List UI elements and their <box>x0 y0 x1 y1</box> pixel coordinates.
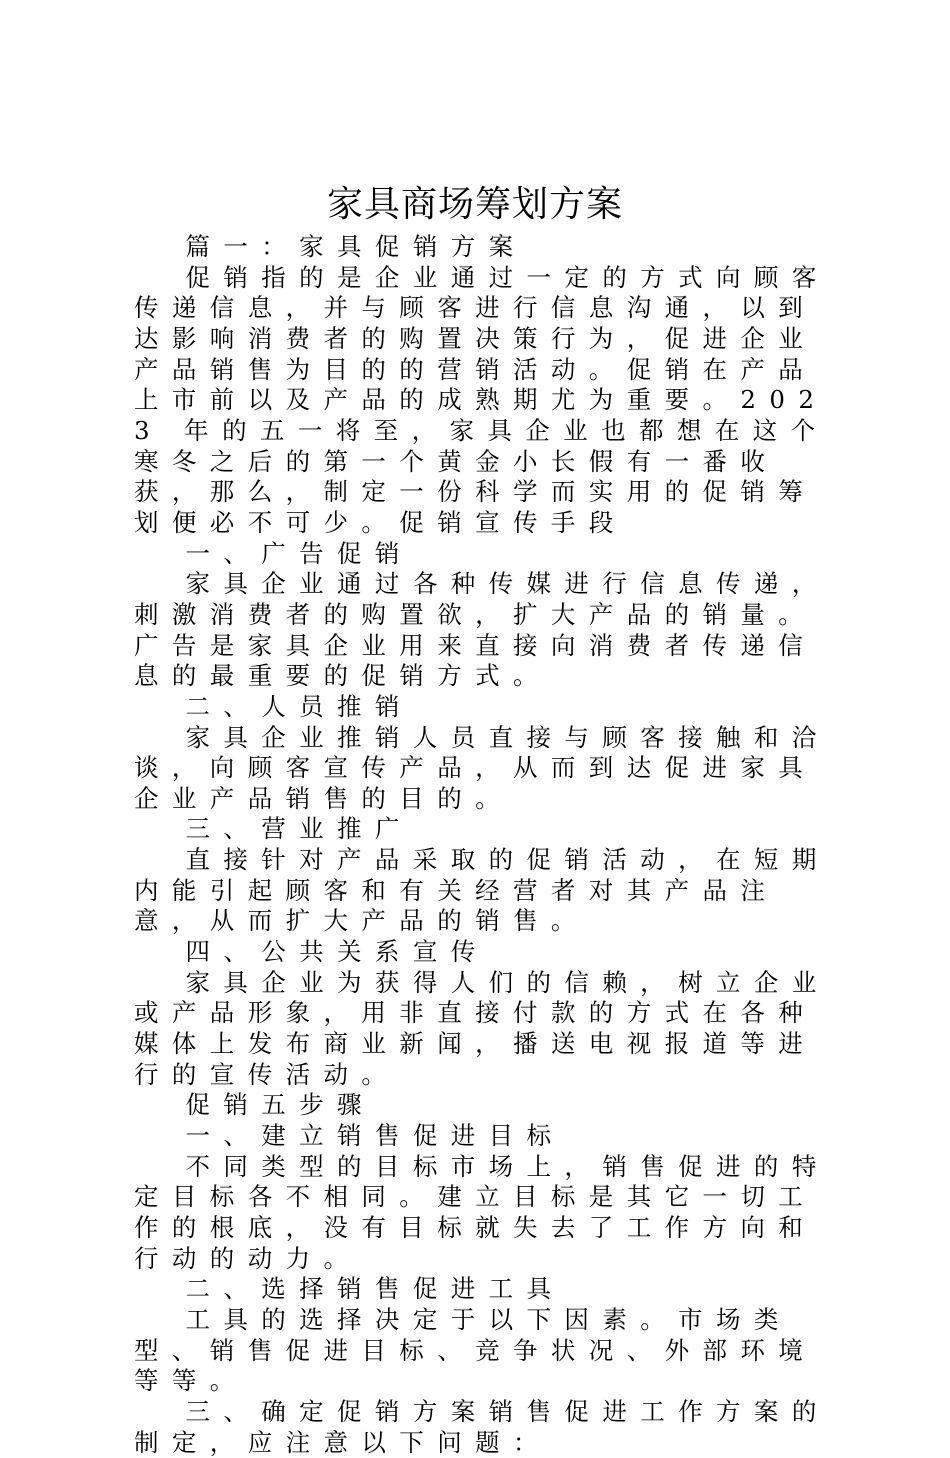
section-heading: 篇一：家具促销方案 <box>185 232 527 261</box>
document-title: 家具商场筹划方案 <box>326 184 623 225</box>
paragraph: 直接针对产品采取的促销活动，在短期内能引起顾客和有关经营者对其产品注意，从而扩大产品的销售。 <box>134 845 830 936</box>
paragraph: 工具的选择决定于以下因素。市场类型、销售促进目标、竞争状况、外部环境等等。 <box>134 1304 817 1396</box>
document-body <box>134 232 834 1458</box>
section-heading: 二、选择销售促进工具 <box>185 1274 565 1304</box>
section-heading: 一、广告促销 <box>185 538 413 568</box>
section-heading: 二、人员推销 <box>185 691 413 721</box>
paragraph: 促销指的是企业通过一定的方式向顾客传递信息，并与顾客进行信息沟通，以到达影响消费者的购置决策行为，促进企业产品销售为目的的营销活动。促销在产品上市前以及产品的成熟期尤为重要。2023 年的五一将至，家具企业也都想在这个寒冬之后的第一个黄金小长假有一番收获，那么，制定一份科学而实用的促销筹划便必不可少。促销宣传手段 <box>134 262 830 537</box>
section-heading: 四、公共关系宣传 <box>185 937 489 967</box>
section-heading: 一、建立销售促进目标 <box>185 1121 565 1151</box>
paragraph: 三、确定促销方案销售促进工作方案的制定，应注意以下问题： <box>134 1396 830 1457</box>
paragraph: 家具企业推销人员直接与顾客接触和洽谈，向顾客宣传产品，从而到达促进家具企业产品销售的目的。 <box>134 722 830 813</box>
paragraph: 家具企业通过各种传媒进行信息传递，刺激消费者的购置欲，扩大产品的销量。广告是家具企业用来直接向消费者传递信息的最重要的促销方式。 <box>134 569 830 691</box>
section-heading: 促销五步骤 <box>185 1090 375 1120</box>
paragraph: 不同类型的目标市场上，销售促进的特定目标各不相同。建立目标是其它一切工作的根底，没有目标就失去了工作方向和行动的动力。 <box>134 1151 830 1273</box>
section-heading: 三、营业推广 <box>185 814 413 844</box>
paragraph: 家具企业为获得人们的信赖，树立企业或产品形象，用非直接付款的方式在各种媒体上发布商业新闻，播送电视报道等进行的宣传活动。 <box>134 967 830 1089</box>
